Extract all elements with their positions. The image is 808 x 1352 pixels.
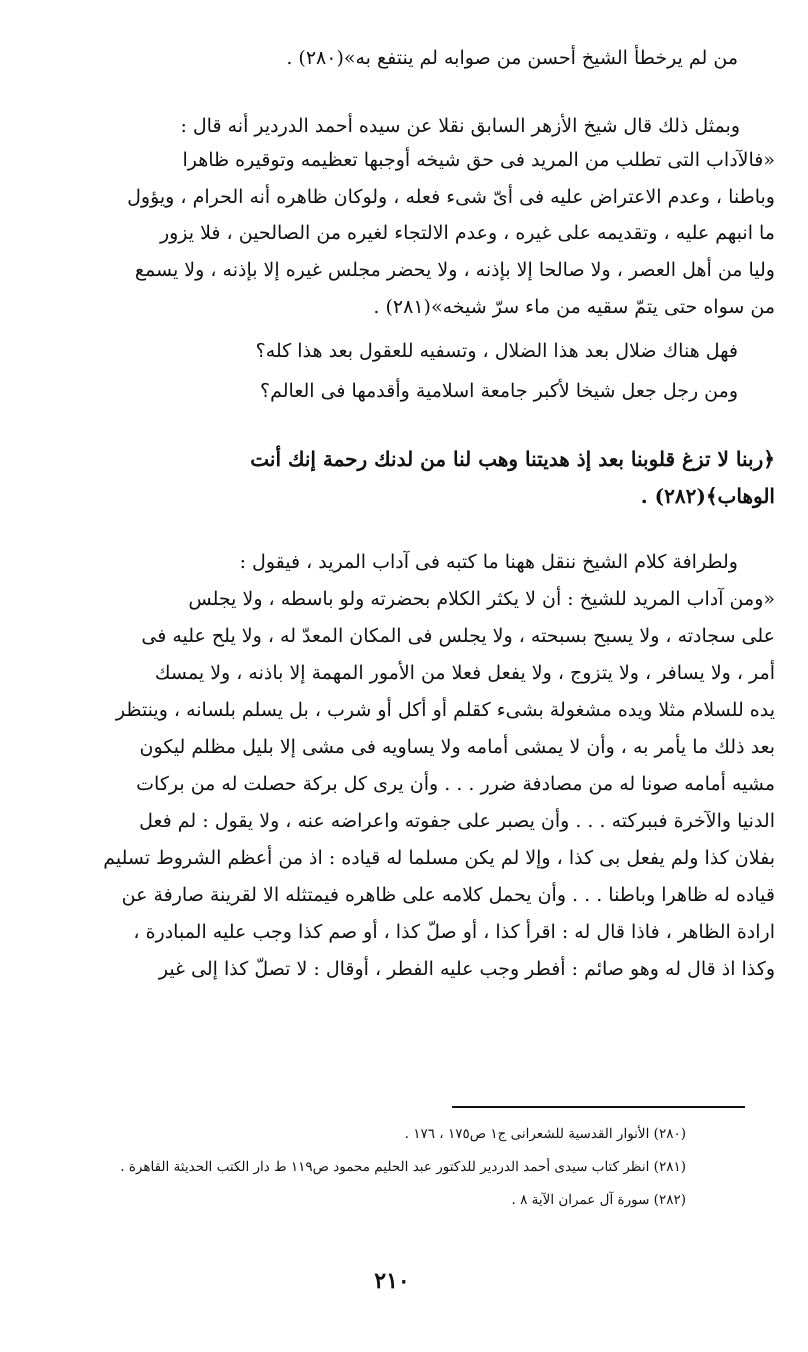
body-line: يده للسلام مثلا ويده مشغولة بشىء كقلم أو أكل أو شرب ، بل يسلم بلسانه ، وينتظر (115, 699, 775, 721)
body-line: أمر ، ولا يسافر ، ولا يتزوج ، ولا يفعل فعلا من الأمور المهمة إلا باذنه ، ولا يمسك (154, 662, 775, 684)
body-line: ولطرافة كلام الشيخ ننقل ههنا ما كتبه فى آداب المريد ، فيقول : (239, 551, 738, 573)
footnote: (٢٨١) انظر كتاب سيدى أحمد الدردير للدكتور عبد الحليم محمود ص١١٩ ط دار الكتب الحديثة القاهرة . (120, 1159, 686, 1175)
quran-verse-line: ﴿ربنا لا تزغ قلوبنا بعد إذ هديتنا وهب لنا من لدنك رحمة إنك أنت (250, 447, 775, 471)
body-line: وباطنا ، وعدم الاعتراض عليه فى أىّ شىء فعله ، ولوكان ظاهره أنه الحرام ، ويؤول (127, 186, 775, 208)
body-line: الدنيا والآخرة فببركته . . . وأن يصبر على جفوته واعراضه عنه ، ولا يقول : لم فعل (139, 810, 775, 832)
footnote-separator (452, 1106, 745, 1108)
footnote: (٢٨٢) سورة آل عمران الآية ٨ . (511, 1192, 686, 1208)
body-line: مشيه أمامه صونا له من مصادفة ضرر . . . وأن يرى كل بركة حصلت له من بركات (136, 773, 775, 795)
body-line: وبمثل ذلك قال شيخ الأزهر السابق نقلا عن سيده أحمد الدردير أنه قال : (180, 115, 740, 137)
body-line: ما انبهم عليه ، وتقديمه على غيره ، وعدم الالتجاء لغيره من الصالحين ، فلا يزور (159, 222, 775, 244)
body-line: على سجادته ، ولا يسبح بسبحته ، ولا يجلس فى المكان المعدّ له ، ولا يلح عليه فى (141, 625, 775, 647)
body-line: فهل هناك ضلال بعد هذا الضلال ، وتسفيه للعقول بعد هذا كله؟ (255, 340, 738, 362)
body-line: «فالآداب التى تطلب من المريد فى حق شيخه أوجبها تعظيمه وتوقيره ظاهرا (182, 149, 775, 171)
body-line: «ومن آداب المريد للشيخ : أن لا يكثر الكلام بحضرته ولو باسطه ، ولا يجلس (188, 588, 775, 610)
body-line: من لم يرخطأ الشيخ أحسن من صوابه لم ينتفع به»(٢٨٠) . (286, 47, 738, 69)
body-line: قياده له ظاهرا وباطنا . . . وأن يحمل كلامه على ظاهره فيمتثله الا لقرينة صارفة عن (121, 884, 775, 906)
body-line: بفلان كذا ولم يفعل بى كذا ، وإلا لم يكن مسلما له قياده : اذ من أعظم الشروط تسليم (103, 847, 775, 869)
body-line: من سواه حتى يتمّ سقيه من ماء سرّ شيخه»(٢٨١) . (373, 296, 775, 318)
quran-verse-line: الوهاب﴾(٢٨٢) . (640, 484, 775, 508)
page-number: ٢١٠ (374, 1268, 410, 1294)
body-line: ومن رجل جعل شيخا لأكبر جامعة اسلامية وأقدمها فى العالم؟ (260, 380, 738, 402)
footnote: (٢٨٠) الأنوار القدسية للشعرانى ج١ ص١٧٥ ، ١٧٦ . (404, 1126, 686, 1142)
body-line: وكذا اذ قال له وهو صائم : أفطر وجب عليه الفطر ، أوقال : لا تصلّ كذا إلى غير (158, 958, 775, 980)
body-line: وليا من أهل العصر ، ولا صالحا إلا بإذنه ، ولا يحضر مجلس غيره إلا بإذنه ، ولا يسمع (134, 259, 775, 281)
body-line: ارادة الظاهر ، فاذا قال له : اقرأ كذا ، أو صلّ كذا ، أو صم كذا وجب عليه المبادرة ، (133, 921, 775, 943)
body-line: بعد ذلك ما يأمر به ، وأن لا يمشى أمامه ولا يساويه فى مشى إلا بليل مظلم ليكون (139, 736, 775, 758)
